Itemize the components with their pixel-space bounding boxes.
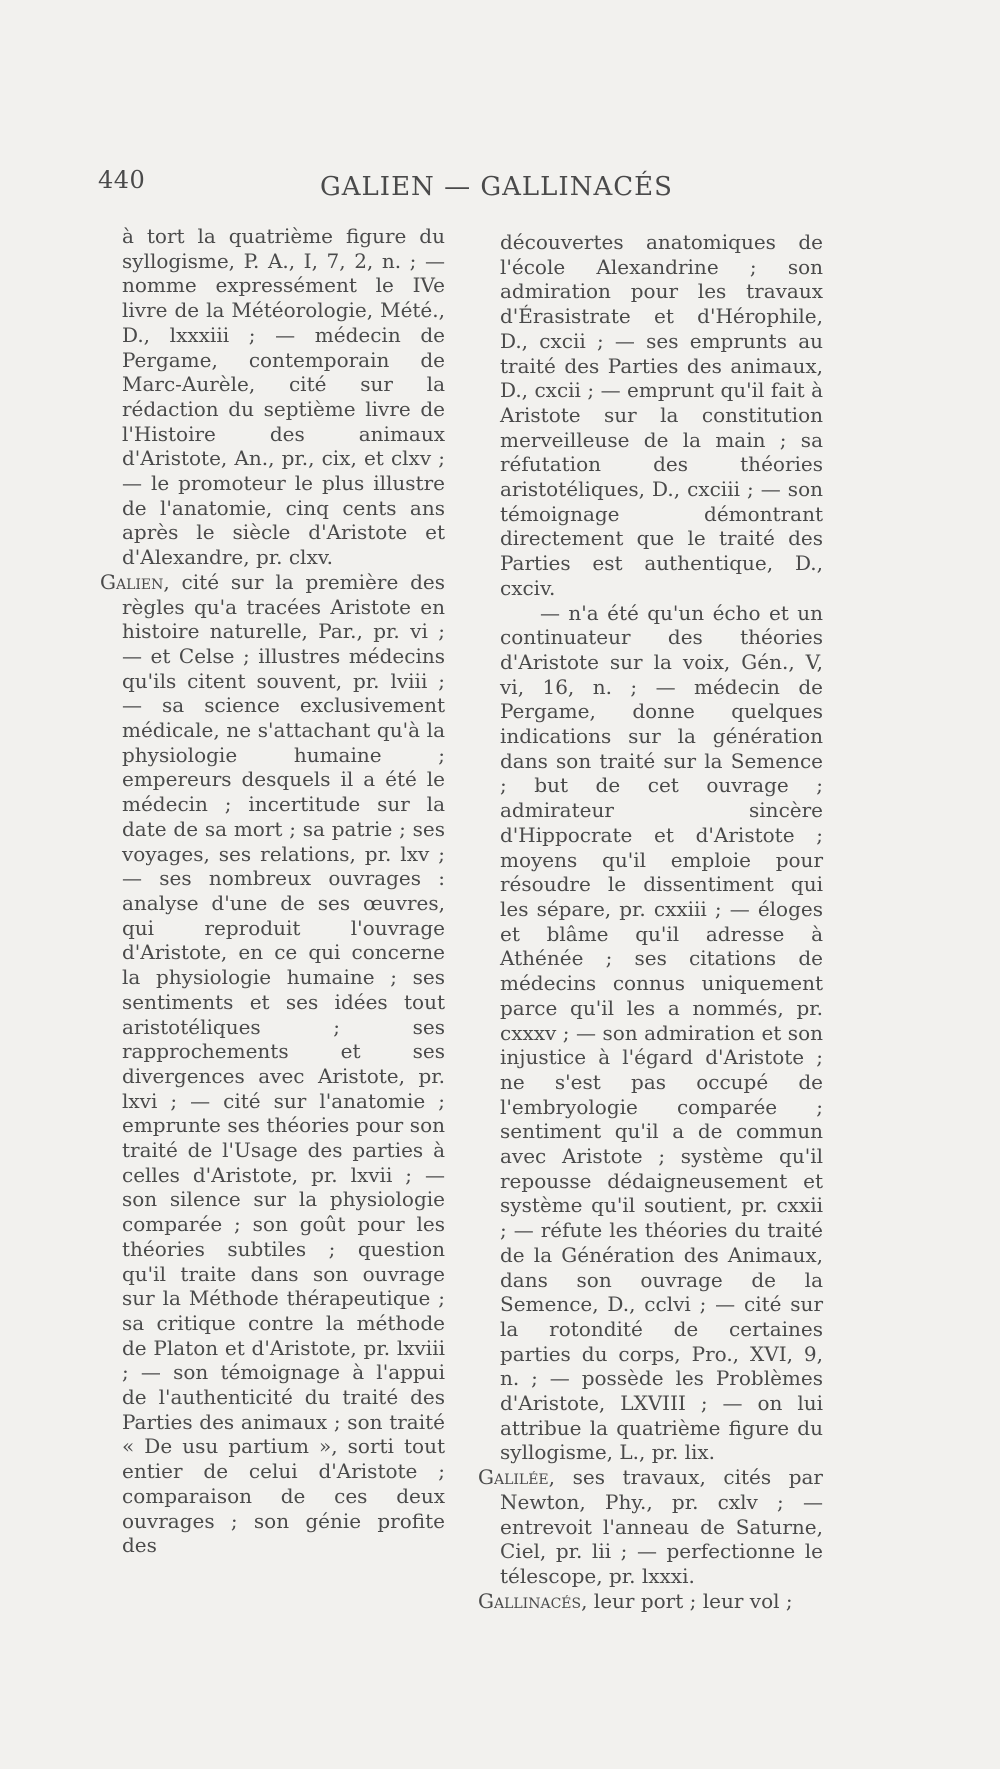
- entry-continuation-right-2: — n'a été qu'un écho et un continuateur des théories d'Aristote sur la voix, Gén., V, vi, 16, n. ; — médecin de Pergame, donne quelques indications sur la génération dans son traité sur la Semence ; but de cet ouvrage ; admirateur sincère d'Hippocrate et d'Aristote ; moyens qu'il emploie pour résoudre le dissentiment qui les sépare, pr. cxxiii ; — éloges et blâme qu'il adresse à Athénée ; ses citations de médecins connus uniquement parce qu'il les a nommés, pr. cxxxv ; — son admiration et son injustice à l'égard d'Aristote ; ne s'est pas occupé de l'embryologie comparée ; sentiment qu'il a de commun avec Aristote ; système qu'il repousse dédaigneusement et système qu'il soutient, pr. cxxii ; — réfute les théories du traité de la Génération des Animaux, dans son ouvrage de la Semence, D., cclvi ; — cité sur la rotondité de certaines parties du corps, Pro., XVI, 9, n. ; — possède les Problèmes d'Aristote, LXVIII ; — on lui attribue la quatrième figure du syllogisme, L., pr. lix.: [500, 600, 823, 1465]
- headword-gallinaces: Gallinacés: [478, 1588, 582, 1613]
- entry-galilee: [478, 1465, 823, 1589]
- entry-continuation-right: découvertes anatomiques de l'école Alexandrine ; son admiration pour les travaux d'Érasistrate et d'Hérophile, D., cxcii ; — ses emprunts au traité des Parties des animaux, D., cxcii ; — emprunt qu'il fait à Aristote sur la constitution merveilleuse de la main ; sa réfutation des théories aristotéliques, D., cxciii ; — son témoignage démontrant directement que le traité des Parties est authentique, D., cxciv.: [500, 230, 823, 600]
- entry-galien: [100, 570, 445, 1558]
- headword-galilee: Galilée: [478, 1465, 549, 1490]
- entry-galien-text: , cité sur la première des règles qu'a tracées Aristote en histoire naturelle, Par., pr. vi ; — et Celse ; illustres médecins qu'ils citent souvent, pr. lviii ; — sa science exclusivement médicale, ne s'attachant qu'à la physiologie humaine ; empereurs desquels il a été le médecin ; incertitude sur la date de sa mort ; sa patrie ; ses voyages, ses relations, pr. lxv ; — ses nombreux ouvrages : analyse d'une de ses œuvres, qui reproduit l'ouvrage d'Aristote, en ce qui concerne la physiologie humaine ; ses sentiments et ses idées tout aristotéliques ; ses rapprochements et ses divergences avec Aristote, pr. lxvi ; — cité sur l'anatomie ; emprunte ses théories pour son traité de l'Usage des parties à celles d'Aristote, pr. lxvii ; — son silence sur la physiologie comparée ; son goût pour les théories subtiles ; question qu'il traite dans son ouvrage sur la Méthode thérapeutique ; sa critique contre la méthode de Platon et d'Aristote, pr. lxviii ; — son témoignage à l'appui de l'authenticité du traité des Parties des animaux ; son traité « De usu partium », sorti tout entier de celui d'Aristote ; comparaison de ces deux ouvrages ; son génie profite des: [122, 569, 445, 1558]
- page-number: 440: [98, 166, 146, 194]
- entry-gallinaces-text: , leur port ; leur vol ;: [581, 1588, 793, 1613]
- entry-galilee-text: , ses travaux, cités par Newton, Phy., pr. cxlv ; — entrevoit l'anneau de Saturne, Ciel, pr. lii ; — perfectionne le télescope, pr. lxxxi.: [500, 1465, 823, 1588]
- left-column: [100, 224, 445, 1558]
- headword-galien: Galien: [100, 569, 164, 594]
- right-column: [478, 230, 823, 1613]
- entry-gallinaces: [478, 1589, 823, 1614]
- entry-continuation: à tort la quatrième figure du syllogisme, P. A., I, 7, 2, n. ; — nomme expressément le IVe livre de la Météorologie, Mété., D., lxxxiii ; — médecin de Pergame, contemporain de Marc-Aurèle, cité sur la rédaction du septième livre de l'Histoire des animaux d'Aristote, An., pr., cix, et clxv ; — le promoteur le plus illustre de l'anatomie, cinq cents ans après le siècle d'Aristote et d'Alexandre, pr. clxv.: [122, 224, 445, 570]
- running-head: GALIEN — GALLINACÉS: [320, 172, 673, 202]
